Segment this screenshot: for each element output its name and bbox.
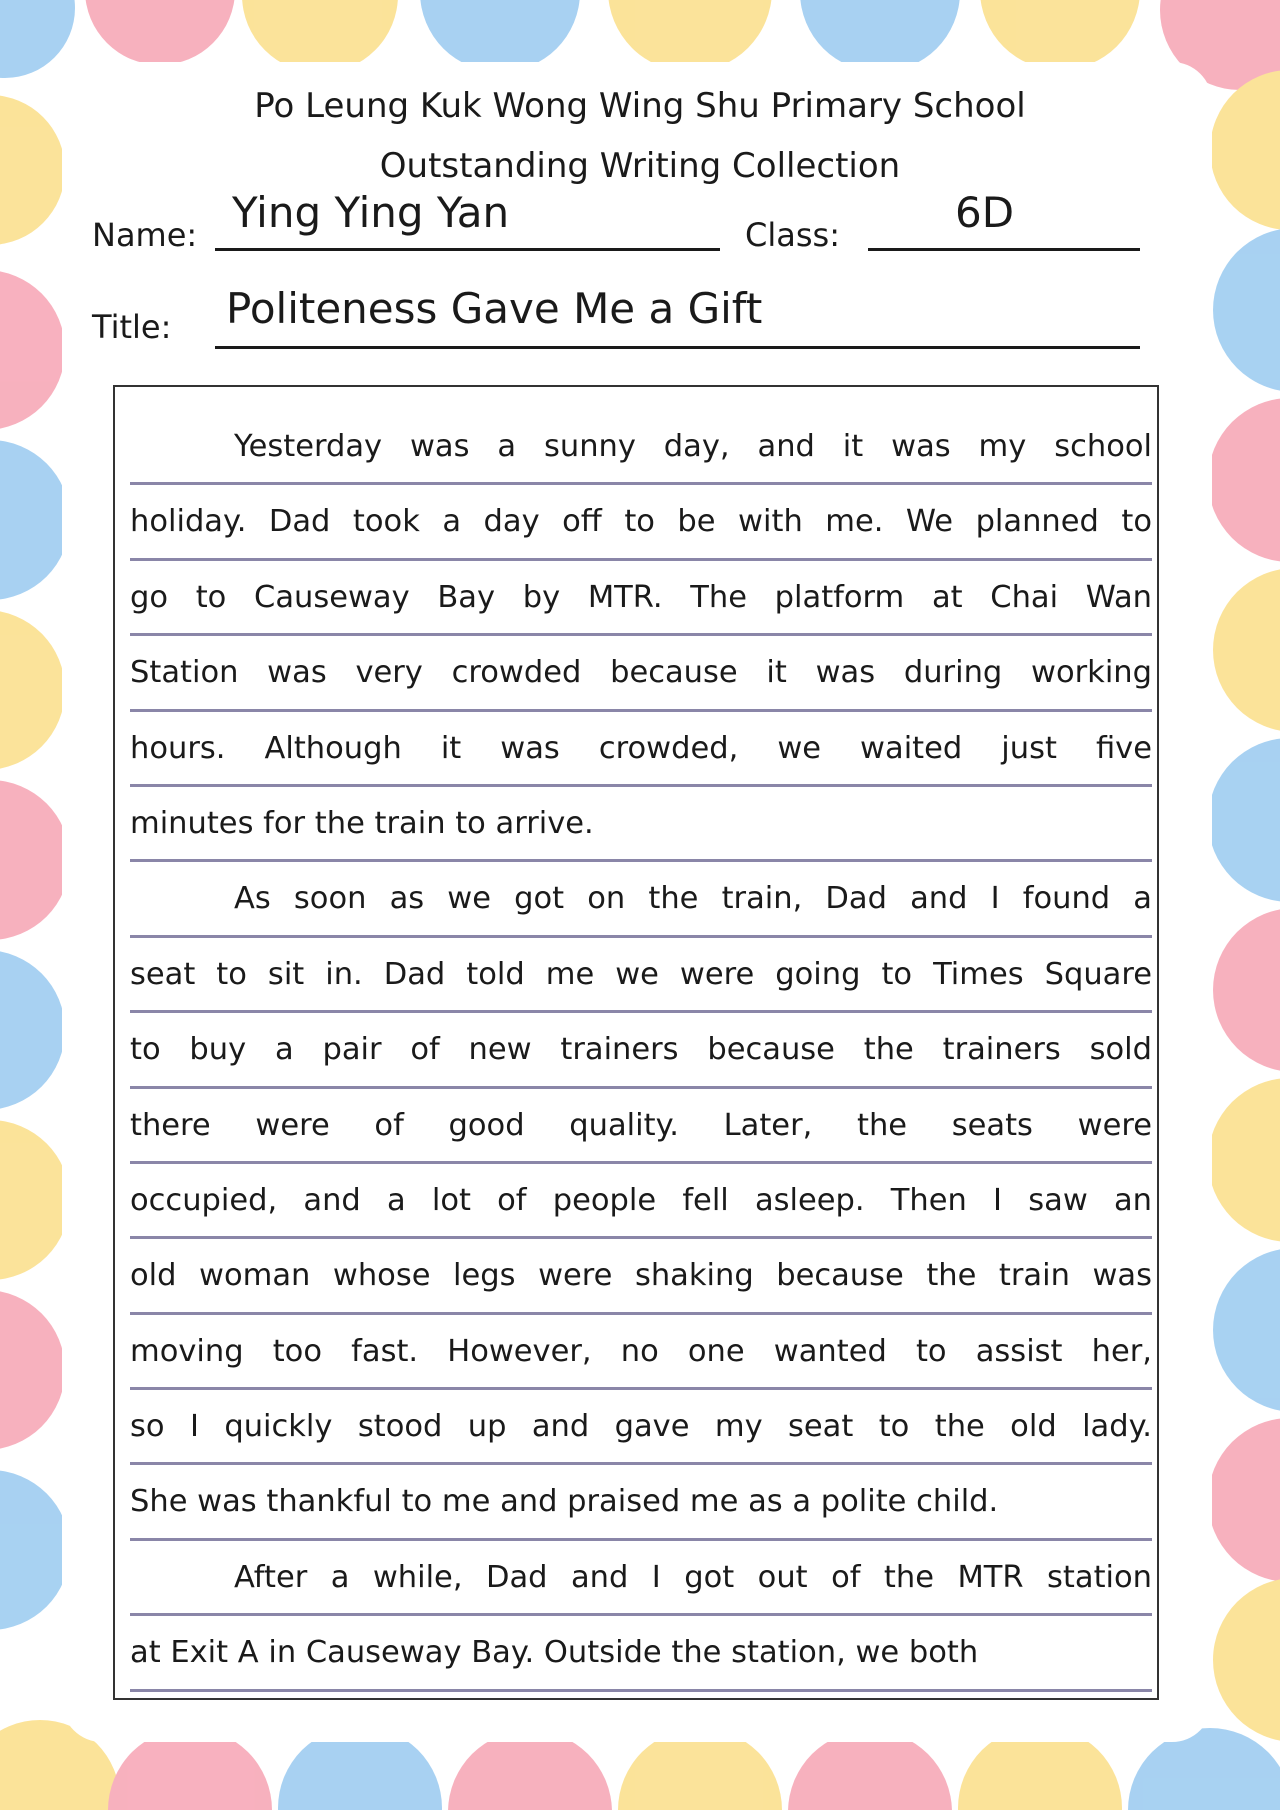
class-value: 6D — [955, 188, 1015, 237]
essay-line: She was thankful to me and praised me as a polite child. — [130, 1465, 1152, 1540]
essay-line: seat to sit in. Dad told me we were going to Times Square — [130, 938, 1152, 1013]
essay-line: to buy a pair of new trainers because the trainers sold — [130, 1013, 1152, 1088]
collection-title: Outstanding Writing Collection — [379, 146, 901, 186]
essay-line: there were of good quality. Later, the seats were — [130, 1089, 1152, 1164]
name-underline — [215, 248, 720, 251]
title-label: Title: — [92, 308, 172, 346]
essay-line: go to Causeway Bay by MTR. The platform at Chai Wan — [130, 561, 1152, 636]
essay-line: minutes for the train to arrive. — [130, 787, 1152, 862]
essay-line: occupied, and a lot of people fell asleep. Then I saw an — [130, 1164, 1152, 1239]
essay-line: As soon as we got on the train, Dad and I found a — [130, 862, 1152, 937]
essay-line: old woman whose legs were shaking because the train was — [130, 1239, 1152, 1314]
essay-line: hours. Although it was crowded, we waited just five — [130, 712, 1152, 787]
school-name: Po Leung Kuk Wong Wing Shu Primary School — [254, 86, 1026, 126]
essay-line: Station was very crowded because it was during working — [130, 636, 1152, 711]
name-label: Name: — [92, 216, 198, 254]
essay-line: holiday. Dad took a day off to be with me. We planned to — [130, 485, 1152, 560]
essay-line: Yesterday was a sunny day, and it was my school — [130, 410, 1152, 485]
name-value: Ying Ying Yan — [232, 188, 510, 237]
class-underline — [868, 248, 1140, 251]
essay-line: so I quickly stood up and gave my seat to the old lady. — [130, 1390, 1152, 1465]
title-underline — [215, 346, 1140, 349]
essay-line: After a while, Dad and I got out of the MTR station — [130, 1541, 1152, 1616]
essay-title: Politeness Gave Me a Gift — [226, 284, 763, 333]
essay-body — [130, 410, 1152, 1692]
essay-line: moving too fast. However, no one wanted to assist her, — [130, 1315, 1152, 1390]
class-label: Class: — [745, 216, 840, 254]
essay-line: at Exit A in Causeway Bay. Outside the station, we both — [130, 1616, 1152, 1691]
